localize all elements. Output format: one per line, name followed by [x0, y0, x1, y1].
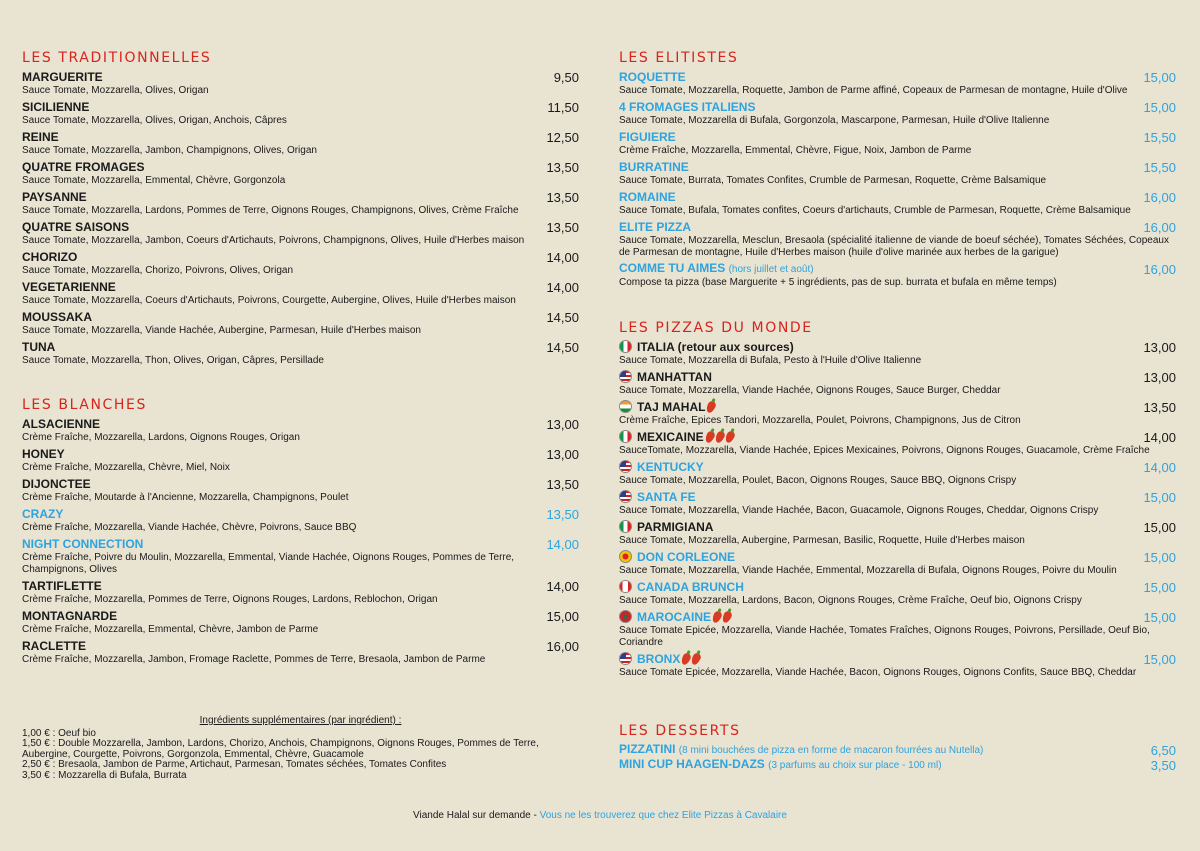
menu-item-title: DIJONCTEE — [22, 477, 91, 491]
menu-item-row — [22, 220, 579, 235]
menu-item — [619, 190, 1176, 220]
menu-item-row — [22, 310, 579, 325]
menu-item-title: ELITE PIZZA — [619, 220, 691, 234]
flag-icon — [619, 580, 632, 593]
menu-item-name — [619, 261, 814, 277]
menu-item-row — [22, 130, 579, 145]
menu-item-price: 15,50 — [1143, 130, 1176, 145]
menu-item-row — [619, 743, 1176, 758]
menu-item-row — [22, 579, 579, 594]
menu-item-row — [22, 160, 579, 175]
section-monde — [619, 318, 1176, 682]
menu-item — [22, 417, 579, 447]
menu-item-title: MARGUERITE — [22, 70, 103, 84]
menu-item-name — [22, 130, 59, 145]
menu-item-title: TARTIFLETTE — [22, 579, 102, 593]
menu-item-row — [619, 220, 1176, 235]
menu-item-title: MAROCAINE — [637, 610, 711, 624]
menu-item-note: (8 mini bouchées de pizza en forme de macaron fourrées au Nutella) — [678, 745, 984, 756]
menu-item — [619, 400, 1176, 430]
menu-item-row — [619, 430, 1176, 445]
menu-item-name — [22, 250, 77, 265]
menu-item-description: Sauce Tomate, Bufala, Tomates confites, Coeurs d'artichauts, Crumble de Parmesan, Roquette, Crème Balsamique — [619, 205, 1131, 216]
menu-item-title: ROMAINE — [619, 190, 676, 204]
menu-item — [619, 758, 1176, 773]
menu-item-price: 13,00 — [1143, 370, 1176, 385]
menu-item-title: FIGUIERE — [619, 130, 676, 144]
flag-icon — [619, 652, 632, 665]
menu-item-price: 15,00 — [546, 609, 579, 624]
menu-item — [619, 610, 1176, 652]
menu-item-row — [22, 447, 579, 462]
menu-item-price: 13,50 — [546, 507, 579, 522]
menu-item-description: Sauce Tomate, Mozzarella, Viande Hachée, Bacon, Guacamole, Oignons Rouges, Cheddar, Oignons Crispy — [619, 505, 1099, 516]
menu-item-row — [619, 160, 1176, 175]
menu-item — [619, 652, 1176, 682]
menu-item-price: 15,00 — [1143, 580, 1176, 595]
menu-item-name — [619, 490, 696, 505]
menu-item-description: Sauce Tomate, Mozzarella, Roquette, Jambon de Parme affiné, Copeaux de Parmesan de montagne, Huile d'Olive — [619, 85, 1128, 96]
menu-item-name — [22, 579, 102, 594]
flag-icon — [619, 550, 632, 563]
menu-item-price: 14,00 — [546, 250, 579, 265]
menu-item-description: Sauce Tomate, Mozzarella, Olives, Origan — [22, 85, 209, 96]
menu-item-description: Sauce Tomate, Mozzarella, Chorizo, Poivrons, Olives, Origan — [22, 265, 294, 276]
menu-item-name — [22, 417, 100, 432]
chili-pepper-icon — [690, 652, 702, 666]
section-traditionnelles — [22, 48, 579, 370]
menu-item — [22, 639, 579, 669]
menu-item-description: Sauce Tomate, Mozzarella, Jambon, Coeurs d'Artichauts, Poivrons, Champignons, Olives, Huile d'Herbes maison — [22, 235, 525, 246]
menu-item-row — [22, 190, 579, 205]
menu-item-row — [22, 70, 579, 85]
flag-icon — [619, 490, 632, 503]
menu-item-price: 13,50 — [546, 477, 579, 492]
menu-item-description: Sauce Tomate, Mozzarella, Lardons, Pommes de Terre, Oignons Rouges, Champignons, Olives, Crème Fraîche — [22, 205, 519, 216]
menu-item-row — [619, 610, 1176, 625]
menu-item-price: 13,00 — [546, 447, 579, 462]
menu-item — [22, 250, 579, 280]
menu-item-title: CHORIZO — [22, 250, 78, 264]
menu-item-title: BRONX — [637, 652, 681, 666]
menu-item — [619, 100, 1176, 130]
menu-item-name — [619, 580, 744, 595]
item-list — [619, 70, 1176, 292]
item-list — [22, 417, 579, 669]
menu-item-name — [22, 70, 103, 85]
menu-item-title: TAJ MAHAL — [637, 400, 706, 414]
section-title: LES PIZZAS DU MONDE — [619, 320, 813, 336]
menu-item-description: Sauce Tomate, Mozzarella, Viande Hachée, Oignons Rouges, Sauce Burger, Cheddar — [619, 385, 1001, 396]
menu-item-price: 14,50 — [546, 340, 579, 355]
menu-item-row — [619, 190, 1176, 205]
section-title: LES ELITISTES — [619, 50, 739, 66]
menu-item-name — [22, 477, 91, 492]
menu-item-row — [619, 130, 1176, 145]
menu-item-description: Crème Fraîche, Mozzarella, Chèvre, Miel, Noix — [22, 462, 230, 473]
menu-item-description: Sauce Tomate, Mozzarella, Emmental, Chèvre, Gorgonzola — [22, 175, 286, 186]
menu-item — [619, 370, 1176, 400]
menu-item-price: 13,00 — [546, 417, 579, 432]
menu-item-price: 15,50 — [1143, 160, 1176, 175]
menu-item-title: MEXICAINE — [637, 430, 704, 444]
menu-item — [22, 447, 579, 477]
menu-item-price: 16,00 — [1143, 220, 1176, 235]
section-elitistes — [619, 48, 1176, 292]
menu-item — [619, 743, 1176, 758]
menu-item — [22, 507, 579, 537]
menu-item-title: MONTAGNARDE — [22, 609, 118, 623]
menu-item-row — [619, 490, 1176, 505]
menu-item-description: Crème Fraîche, Mozzarella, Emmental, Chèvre, Jambon de Parme — [22, 624, 319, 635]
menu-item-name — [619, 520, 713, 535]
menu-item-row — [619, 70, 1176, 85]
menu-item-price: 14,00 — [546, 579, 579, 594]
menu-item-title: KENTUCKY — [637, 460, 704, 474]
menu-item — [22, 190, 579, 220]
menu-item-title: HONEY — [22, 447, 65, 461]
supplement-line: 1,50 € : Double Mozzarella, Jambon, Lardons, Chorizo, Anchois, Champignons, Oignons Rouges, Pommes de Terre, Aubergine, Courgette, Poivrons, Gorgonzola, Emmental, Chèvre, Guacamole — [22, 738, 539, 760]
menu-item — [22, 477, 579, 507]
menu-item-title: MINI CUP HAAGEN-DAZS — [619, 757, 765, 771]
menu-item-row — [619, 460, 1176, 475]
menu-item-name — [619, 400, 715, 415]
menu-item-name — [619, 370, 712, 385]
flag-icon — [619, 430, 632, 443]
menu-item-row — [619, 400, 1176, 415]
menu-item-row — [619, 550, 1176, 565]
menu-item-title: QUATRE FROMAGES — [22, 160, 145, 174]
menu-item-title: MANHATTAN — [637, 370, 712, 384]
menu-item-description: Sauce Tomate, Mozzarella, Mesclun, Bresaola (spécialité italienne de viande de boeuf séchée), Tomates Séchées, Copeaux de Parmesan de montagne, Huile d'Herbes maison (huile d'olive marinée aux herbes de la garigue) — [619, 235, 1169, 258]
menu-item — [22, 70, 579, 100]
section-blanches — [22, 395, 579, 669]
menu-item-note: (hors juillet et août) — [728, 264, 814, 275]
flag-icon — [619, 400, 632, 413]
supplement-line: 2,50 € : Bresaola, Jambon de Parme, Artichaut, Parmesan, Tomates séchées, Tomates Confites — [22, 759, 447, 770]
menu-item-row — [22, 417, 579, 432]
menu-item-description: Crème Fraîche, Mozzarella, Emmental, Chèvre, Figue, Noix, Jambon de Parme — [619, 145, 972, 156]
menu-item-description: Crème Fraîche, Epices Tandori, Mozzarella, Poulet, Poivrons, Champignons, Jus de Citron — [619, 415, 1021, 426]
menu-item-name — [619, 70, 686, 85]
menu-item-price: 13,00 — [1143, 340, 1176, 355]
menu-item — [619, 220, 1176, 262]
supplement-line: 1,00 € : Oeuf bio — [22, 727, 96, 739]
menu-item-title: SICILIENNE — [22, 100, 90, 114]
menu-item — [22, 579, 579, 609]
menu-item-description: Sauce Tomate, Mozzarella, Poulet, Bacon, Oignons Rouges, Sauce BBQ, Oignons Crispy — [619, 475, 1017, 486]
menu-item-price: 15,00 — [1143, 610, 1176, 625]
menu-item-title: BURRATINE — [619, 160, 689, 174]
menu-item-row — [22, 507, 579, 522]
menu-item — [619, 550, 1176, 580]
menu-item — [22, 609, 579, 639]
menu-item-description: Crème Fraîche, Mozzarella, Lardons, Oignons Rouges, Origan — [22, 432, 300, 443]
section-title: LES DESSERTS — [619, 723, 741, 739]
flag-icon — [619, 520, 632, 533]
menu-item — [619, 262, 1176, 292]
menu-item-title: REINE — [22, 130, 59, 144]
menu-item-title: RACLETTE — [22, 639, 86, 653]
menu-item-title: PAYSANNE — [22, 190, 87, 204]
supplements-box — [22, 716, 579, 781]
menu-item — [619, 460, 1176, 490]
chili-pepper-icon — [711, 610, 723, 624]
menu-item-description: SauceTomate, Mozzarella, Viande Hachée, Epices Mexicaines, Poivrons, Oignons Rouges, Guacamole, Crème Fraîche — [619, 445, 1150, 456]
menu-item-description: Sauce Tomate Epicée, Mozzarella, Viande Hachée, Tomates Fraîches, Oignons Rouges, Poivrons, Persillade, Oeuf Bio, Coriandre — [619, 625, 1150, 648]
supplement-line: 3,50 € : Mozzarella di Bufala, Burrata — [22, 769, 187, 781]
menu-item-price: 14,00 — [1143, 460, 1176, 475]
menu-item — [22, 280, 579, 310]
menu-item-row — [22, 100, 579, 115]
flag-icon — [619, 340, 632, 353]
menu-item-description: Compose ta pizza (base Marguerite + 5 ingrédients, pas de sup. burrata et bufala en même temps) — [619, 277, 1057, 288]
menu-item-row — [619, 652, 1176, 667]
menu-item-row — [619, 100, 1176, 115]
menu-item-description: Crème Fraîche, Poivre du Moulin, Mozzarella, Emmental, Viande Hachée, Oignons Rouges, Pommes de Terre, Champignons, Olives — [22, 552, 515, 575]
menu-item-title: PIZZATINI — [619, 742, 676, 756]
menu-item-price: 13,50 — [546, 190, 579, 205]
menu-item-title: CANADA BRUNCH — [637, 580, 744, 594]
menu-item-description: Sauce Tomate Epicée, Mozzarella, Viande Hachée, Bacon, Oignons Rouges, Oignons Confits, Sauce BBQ, Cheddar — [619, 667, 1137, 678]
menu-item-name — [619, 610, 731, 625]
menu-item-name — [619, 652, 700, 667]
menu-item — [619, 70, 1176, 100]
menu-item-title: PARMIGIANA — [637, 520, 714, 534]
menu-item-price: 15,00 — [1143, 652, 1176, 667]
menu-item — [619, 160, 1176, 190]
menu-item-row — [619, 580, 1176, 595]
menu-item-price: 16,00 — [1143, 262, 1176, 277]
menu-item-price: 13,50 — [546, 160, 579, 175]
menu-item-price: 13,50 — [546, 220, 579, 235]
chili-pepper-icon — [704, 430, 716, 444]
flag-icon — [619, 370, 632, 383]
menu-item-price: 9,50 — [553, 70, 579, 85]
item-list — [22, 70, 579, 370]
menu-item-name — [619, 742, 983, 758]
menu-item-description: Sauce Tomate, Mozzarella, Thon, Olives, Origan, Câpres, Persillade — [22, 355, 324, 366]
menu-item-name — [619, 550, 735, 565]
menu-item-row — [22, 280, 579, 295]
menu-item-price: 15,00 — [1143, 100, 1176, 115]
flag-icon — [619, 610, 632, 623]
menu-item-price: 16,00 — [1143, 190, 1176, 205]
menu-item-description: Crème Fraîche, Mozzarella, Viande Hachée, Chèvre, Poivrons, Sauce BBQ — [22, 522, 357, 533]
menu-item-title: ROQUETTE — [619, 70, 686, 84]
menu-item — [619, 430, 1176, 460]
exclusive-note: Vous ne les trouverez que chez Elite Pizzas à Cavalaire — [539, 810, 787, 821]
menu-item-description: Sauce Tomate, Mozzarella, Viande Hachée, Emmental, Mozzarella di Bufala, Oignons Rouges, Poivre du Moulin — [619, 565, 1117, 576]
menu-item-title: ALSACIENNE — [22, 417, 101, 431]
menu-item-title: CRAZY — [22, 507, 64, 521]
menu-item-name — [619, 757, 942, 773]
menu-item-name — [22, 507, 63, 522]
menu-item-name — [619, 160, 689, 175]
menu-item-title: QUATRE SAISONS — [22, 220, 130, 234]
menu-item-price: 14,00 — [1143, 430, 1176, 445]
menu-item — [619, 340, 1176, 370]
menu-item-title: MOUSSAKA — [22, 310, 93, 324]
menu-item-title: SANTA FE — [637, 490, 696, 504]
supplements-title: Ingrédients supplémentaires (par ingrédient) : — [199, 715, 402, 726]
menu-item — [22, 100, 579, 130]
menu-item-description: Sauce Tomate, Mozzarella, Coeurs d'Artichauts, Poivrons, Courgette, Aubergine, Olives, Huile d'Herbes maison — [22, 295, 516, 306]
menu-item-name — [22, 160, 144, 175]
menu-item-name — [22, 537, 143, 552]
menu-item-title: ITALIA (retour aux sources) — [637, 340, 794, 354]
menu-item-name — [22, 190, 87, 205]
menu-item-description: Sauce Tomate, Mozzarella, Viande Hachée, Aubergine, Parmesan, Huile d'Herbes maison — [22, 325, 421, 336]
footer-note — [0, 810, 1200, 821]
menu-item — [619, 520, 1176, 550]
menu-item-title: COMME TU AIMES — [619, 261, 726, 275]
menu-item-name — [619, 430, 734, 445]
menu-item-row — [22, 609, 579, 624]
menu-item-row — [619, 340, 1176, 355]
menu-item-description: Sauce Tomate, Mozzarella di Bufala, Gorgonzola, Mascarpone, Parmesan, Huile d'Olive Italienne — [619, 115, 1050, 126]
menu-item-row — [619, 262, 1176, 277]
menu-item — [619, 490, 1176, 520]
halal-note: Viande Halal sur demande - — [413, 810, 540, 821]
menu-item-row — [619, 370, 1176, 385]
menu-item-name — [22, 609, 117, 624]
menu-item — [22, 537, 579, 579]
menu-item-description: Sauce Tomate, Mozzarella di Bufala, Pesto à l'Huile d'Olive Italienne — [619, 355, 922, 366]
menu-item-name — [22, 100, 89, 115]
menu-item-price: 14,00 — [546, 537, 579, 552]
menu-item-price: 11,50 — [547, 100, 579, 115]
menu-item-price: 15,00 — [1143, 550, 1176, 565]
chili-pepper-icon — [705, 400, 717, 414]
menu-item-name — [619, 190, 676, 205]
menu-item-price: 15,00 — [1143, 490, 1176, 505]
menu-item-row — [619, 520, 1176, 535]
menu-item — [22, 130, 579, 160]
menu-item-description: Sauce Tomate, Mozzarella, Aubergine, Parmesan, Basilic, Roquette, Huile d'Herbes maison — [619, 535, 1025, 546]
menu-item-price: 14,50 — [546, 310, 579, 325]
menu-item-name — [22, 340, 55, 355]
item-list — [619, 743, 1176, 773]
menu-item — [619, 580, 1176, 610]
menu-item-description: Crème Fraîche, Mozzarella, Jambon, Fromage Raclette, Pommes de Terre, Bresaola, Jambon de Parme — [22, 654, 486, 665]
menu-item-name — [22, 280, 116, 295]
item-list — [619, 340, 1176, 682]
menu-item-title: NIGHT CONNECTION — [22, 537, 144, 551]
menu-item-name — [619, 130, 676, 145]
section-title: LES BLANCHES — [22, 397, 147, 413]
menu-item-row — [22, 639, 579, 654]
menu-item — [22, 340, 579, 370]
menu-item-price: 13,50 — [1143, 400, 1176, 415]
menu-item-name — [619, 340, 794, 355]
menu-item — [22, 160, 579, 190]
section-desserts — [619, 721, 1176, 773]
menu-item-price: 3,50 — [1150, 758, 1176, 773]
menu-item-price: 12,50 — [546, 130, 579, 145]
menu-item-title: 4 FROMAGES ITALIENS — [619, 100, 756, 114]
menu-item-description: Sauce Tomate, Mozzarella, Lardons, Bacon, Oignons Rouges, Crème Fraîche, Oeuf bio, Oignons Crispy — [619, 595, 1082, 606]
menu-item-price: 15,00 — [1143, 520, 1176, 535]
menu-item-description: Crème Fraîche, Moutarde à l'Ancienne, Mozzarella, Champignons, Poulet — [22, 492, 349, 503]
menu-item-description: Sauce Tomate, Mozzarella, Olives, Origan, Anchois, Câpres — [22, 115, 287, 126]
chili-pepper-icon — [724, 430, 736, 444]
menu-item-row — [22, 250, 579, 265]
menu-item-row — [22, 340, 579, 355]
menu-item-row — [22, 477, 579, 492]
menu-item-note: (3 parfums au choix sur place - 100 ml) — [768, 760, 942, 771]
chili-pepper-icon — [714, 430, 726, 444]
menu-item-name — [22, 310, 92, 325]
menu-item-price: 6,50 — [1150, 743, 1176, 758]
menu-item-price: 16,00 — [546, 639, 579, 654]
menu-item-row — [22, 537, 579, 552]
menu-item-price: 15,00 — [1143, 70, 1176, 85]
menu-item-price: 14,00 — [546, 280, 579, 295]
menu-item — [619, 130, 1176, 160]
menu-item-name — [619, 100, 755, 115]
menu-item-name — [22, 447, 65, 462]
menu-item — [22, 310, 579, 340]
menu-item-name — [619, 460, 704, 475]
menu-item-description: Sauce Tomate, Mozzarella, Jambon, Champignons, Olives, Origan — [22, 145, 317, 156]
menu-item-description: Sauce Tomate, Burrata, Tomates Confites, Crumble de Parmesan, Roquette, Crème Balsamique — [619, 175, 1047, 186]
menu-item-name — [22, 220, 129, 235]
menu-item-description: Crème Fraîche, Mozzarella, Pommes de Terre, Oignons Rouges, Lardons, Reblochon, Origan — [22, 594, 438, 605]
menu-item-title: VEGETARIENNE — [22, 280, 116, 294]
menu-item-row — [619, 758, 1176, 773]
menu-item-name — [22, 639, 86, 654]
menu-item-name — [619, 220, 691, 235]
section-title: LES TRADITIONNELLES — [22, 50, 212, 66]
menu-item — [22, 220, 579, 250]
flag-icon — [619, 460, 632, 473]
menu-item-title: DON CORLEONE — [637, 550, 736, 564]
chili-pepper-icon — [721, 610, 733, 624]
menu-item-title: TUNA — [22, 340, 56, 354]
